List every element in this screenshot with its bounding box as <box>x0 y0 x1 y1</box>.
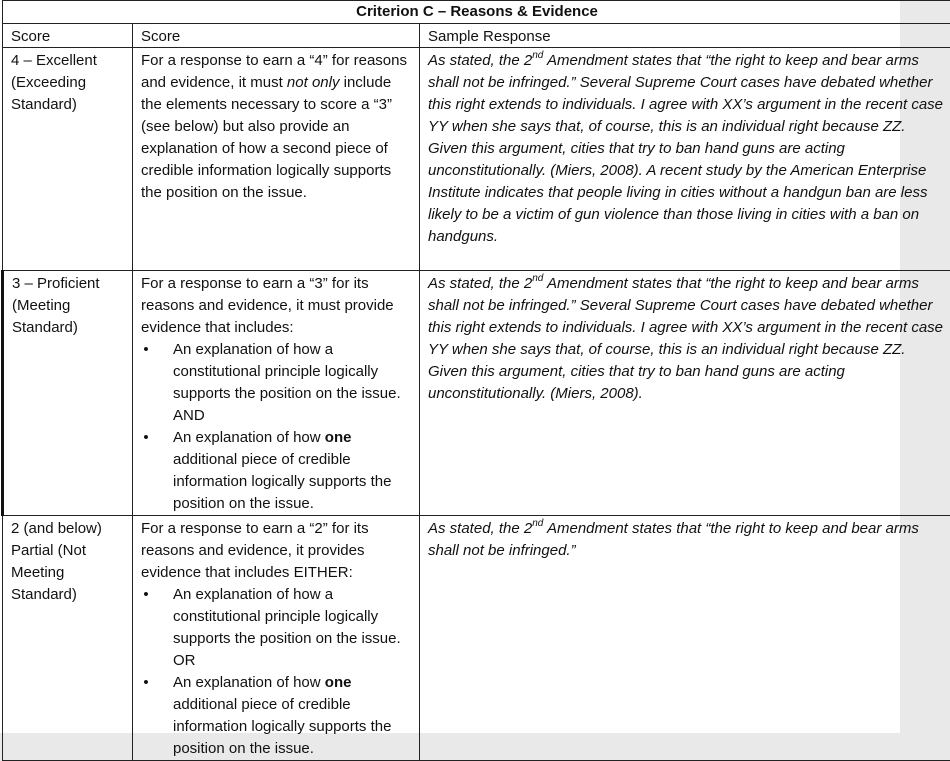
table-title: Criterion C – Reasons & Evidence <box>3 1 950 24</box>
desc-intro: For a response to earn a “2” for its reasons and evidence, it provides evidence that includes EITHER: <box>141 518 413 584</box>
rubric-table <box>1 0 950 761</box>
score-level-cell: 4 – Excellent (Exceeding Standard) <box>3 48 133 271</box>
ordinal-superscript: nd <box>532 273 543 284</box>
table-row <box>3 48 950 271</box>
header-sample-response: Sample Response <box>420 24 950 48</box>
sample-response-cell <box>420 48 950 271</box>
score-description-cell <box>133 48 420 271</box>
table-row <box>3 271 950 516</box>
list-item: • An explanation of how a constitutional principle logically supports the position on the issue. OR <box>141 584 413 672</box>
score-level-cell: 3 – Proficient (Meeting Standard) <box>3 271 133 516</box>
desc-intro: For a response to earn a “3” for its reasons and evidence, it must provide evidence that includes: <box>141 273 413 339</box>
sample-text: Amendment states that “the right to keep and bear arms shall not be infringed.” Several Supreme Court cases have debated whether this right extends to individuals. I agree with XX’s argument in the recent case YY when she says that, of course, this is an individual right because ZZ. Given this argument, cities that try to ban hand guns are acting unconstitutionally. (Miers, 2008). <box>428 275 943 402</box>
sample-response-cell <box>420 271 950 516</box>
sample-text: Amendment states that “the right to keep and bear arms shall not be infringed.” Several Supreme Court cases have debated whether this right extends to individuals. I agree with XX’s argument in the recent case YY when she says that, of course, this is an individual right because ZZ. Given this argument, cities that try to ban hand guns are acting unconstitutionally. (Miers, 2008). A recent study by the American Enterprise Institute indicates that people living in cities without a handgun ban are less likely to be a victim of gun violence than those living in cities with a ban on handguns. <box>428 52 943 245</box>
sample-text: As stated, the 2 <box>428 520 532 537</box>
bullet-glyph: • <box>141 672 151 694</box>
header-score-level: Score <box>3 24 133 48</box>
sample-text: As stated, the 2 <box>428 275 532 292</box>
ordinal-superscript: nd <box>532 50 543 61</box>
list-item: • An explanation of how one additional piece of credible information logically supports the position on the issue. <box>141 672 413 760</box>
desc-text: include the elements necessary to score a “3” (see below) but also provide an explanation of how a second piece of credible information logically supports the position on the issue. <box>141 74 392 201</box>
list-item: • An explanation of how one additional piece of credible information logically supports the position on the issue. <box>141 427 413 515</box>
score-description-cell <box>133 271 420 516</box>
list-item: • An explanation of how a constitutional principle logically supports the position on the issue. AND <box>141 339 413 427</box>
score-level-cell: 2 (and below) Partial (Not Meeting Standard) <box>3 516 133 761</box>
desc-text: For a response to earn a “4” for reasons and evidence, it must <box>141 52 407 91</box>
bullet-glyph: • <box>141 584 151 606</box>
criteria-list <box>141 584 413 760</box>
criteria-list <box>141 339 413 515</box>
header-score-description: Score <box>133 24 420 48</box>
sample-text: As stated, the 2 <box>428 52 532 69</box>
sample-text: Amendment states that “the right to keep and bear arms shall not be infringed.” <box>428 520 919 559</box>
sample-response-cell <box>420 516 950 761</box>
desc-emphasis: not only <box>287 74 340 91</box>
table-row <box>3 516 950 761</box>
header-row <box>3 24 950 48</box>
score-description-cell <box>133 516 420 761</box>
bullet-glyph: • <box>141 339 151 361</box>
ordinal-superscript: nd <box>532 518 543 529</box>
bullet-glyph: • <box>141 427 151 449</box>
